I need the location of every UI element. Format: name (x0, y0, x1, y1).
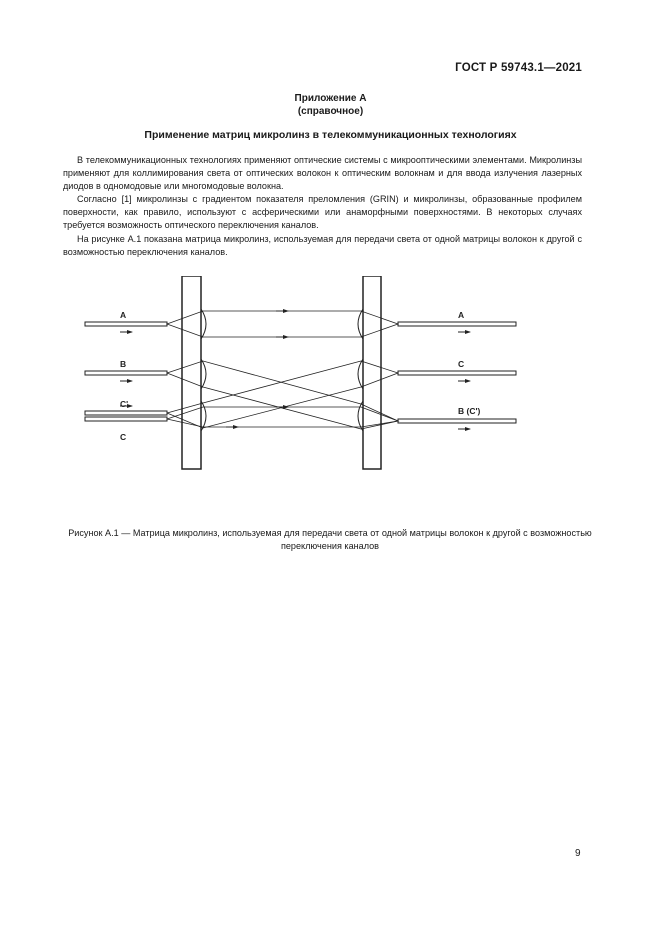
label-left-b: B (120, 359, 127, 369)
microlens-array-figure (80, 276, 522, 474)
fiber-left-c-prime (85, 411, 167, 415)
label-left-a: A (120, 310, 127, 320)
label-right-a: A (458, 310, 465, 320)
fiber-left-b (85, 371, 167, 375)
page-number: 9 (575, 848, 581, 859)
optical-diagram (80, 276, 522, 474)
figure-caption: Рисунок А.1 — Матрица микролинз, используемая для передачи света от одной матрицы волокон к другой с возможностью переключения каналов (68, 528, 592, 551)
standard-number: ГОСТ Р 59743.1—2021 (455, 62, 582, 74)
annex-status: (справочное) (297, 106, 364, 117)
label-left-c-prime: C' (120, 399, 129, 409)
left-lens-plate (182, 276, 201, 469)
section-title: Применение матриц микролинз в телекоммуникационных технологиях (144, 129, 517, 141)
label-right-b-c-prime: B (C') (458, 406, 481, 416)
fiber-left-c (85, 417, 167, 421)
label-left-c: C (120, 432, 127, 442)
annex-heading (0, 92, 661, 118)
paragraph: В телекоммуникационных технологиях применяют оптические системы с микрооптическими элементами. Микролинзы применяют для коллимирования света от оптических волокон к оптическим волокнам и для ввода излучения лазерных диодов в одномодовые или многомодовые волокна. (63, 155, 582, 192)
fiber-right-c (398, 371, 516, 375)
right-lens-plate (363, 276, 381, 469)
fiber-left-a (85, 322, 167, 326)
paragraph: Согласно [1] микролинзы с градиентом показателя преломления (GRIN) и микролинзы, образованные профилем поверхности, как правило, используют с асферическими или анаморфными поверхностями. В некоторых случаях требуется возможность оптического переключения каналов. (63, 194, 582, 231)
fiber-right-b-c-prime (398, 419, 516, 423)
body-text (63, 154, 582, 259)
label-right-c: C (458, 359, 465, 369)
paragraph: На рисунке А.1 показана матрица микролинз, используемая для передачи света от одной матрицы волокон к другой с возможностью переключения каналов. (63, 233, 582, 257)
fiber-right-a (398, 322, 516, 326)
annex-title: Приложение А (294, 93, 367, 104)
